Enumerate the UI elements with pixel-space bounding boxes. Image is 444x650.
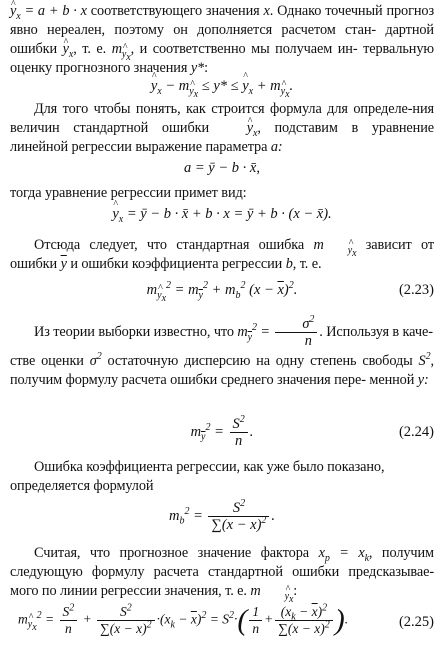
- eq-text: = ȳ − b · x̄ + b · x = ȳ + b · (x − x̄).: [126, 206, 332, 222]
- text: , и соответственно мы получаем ин-: [130, 41, 358, 57]
- equation-number: (2.25): [398, 614, 434, 630]
- inline-eq: = a + b · x: [20, 3, 91, 19]
- equation-a: a = ȳ − b · x̄,: [184, 160, 260, 176]
- text: , получим формулу расчета ошибки среднего значения пере-: [10, 353, 434, 388]
- m-ybar-formula: $m_{\overline{y}}^2$ = $\frac{\sigma^2}{n}$: [237, 324, 319, 340]
- paragraph-1: ^ $y_x = a + b \cdot x$ соответствующего значения x. Однако точечный прогноз явно нереален, поэтому он дополняется расчетом стан- дартной ошибки ^ $y_x$, т. е. $m_{y_x}$, и соответственно мы получаем ин- тервальную оценку прогнозного значения y*:: [10, 2, 434, 78]
- text: тервальную оценку прогнозного значения: [10, 41, 434, 76]
- paragraph-7: Ошибка коэффициента регрессии, как уже было показано, определяется формулой: [10, 459, 385, 494]
- text: , т. е.: [73, 41, 112, 57]
- paragraph-6: [10, 352, 434, 390]
- equation-2-23: [10, 280, 434, 304]
- sigma-sq: $\sigma^2$: [89, 351, 102, 369]
- y-bar: $\overline{y}$: [60, 256, 67, 272]
- text: . Используя в каче-: [319, 323, 433, 340]
- text: Считая, что прогнозное значение фактора: [34, 545, 310, 561]
- equation-mb: $m_b^2$ = $\frac{S^2}{\sum(x - \overline{x})^2}$ .: [168, 498, 276, 533]
- text: следующую формулу расчета стандартной ошибки предсказывае-: [10, 564, 434, 580]
- y-hat-x: ^ $y_x$: [10, 3, 21, 19]
- var-x: x: [263, 3, 270, 19]
- s-sq: $S^2$: [418, 351, 431, 369]
- y-hat-x: ^ $y_x$: [63, 41, 74, 57]
- paragraph-2: [10, 100, 434, 157]
- text: прогноз явно нереален, поэтому он дополняется расчетом стан-: [10, 3, 434, 38]
- xp-eq-xk: $x_p = x_k$: [318, 545, 369, 564]
- text: . Однако точечный: [269, 3, 383, 19]
- text: мого по линии регрессии значения, т. е.: [10, 583, 247, 599]
- eq-body: $m_{y_x}^2$ = $\frac{S^2}{n}$ + $\frac{S^2}{\sum(x - \overline{x})^2}$ $\cdot(x_k - \overline{x})^2 = S^2\cdot$( $\frac{1}{n}$ + $\frac{(x_k - \overline{x})^2}{\sum(x - \overline{x})^2}$ ).: [18, 602, 349, 637]
- text: соответствующего значения: [90, 3, 264, 19]
- text: Отсюда следует, что стандартная ошибка: [34, 237, 305, 253]
- equation-2-24: [10, 416, 434, 449]
- var-y: y:: [417, 372, 429, 388]
- paragraph-8: Считая, что прогнозное значение фактора $x_p = x_k$, получим следующую формулу расчета стандартной ошибки предсказывае- мого по линии регрессии значения, т. е. m $_{y_x}$:: [10, 545, 435, 605]
- text: дартной ошибки: [10, 22, 434, 57]
- paragraph-4: [10, 236, 434, 274]
- text: остаточную дисперсию на одну степень свободы: [107, 353, 413, 369]
- text: , подставим в уравнение линейной регрессии выражение параметра: [10, 120, 434, 155]
- equation-2-25: [10, 604, 434, 637]
- text: , получим: [368, 545, 435, 561]
- m-yhat: m $_{y_x}$: [250, 583, 294, 605]
- m-yhat: $m_{y_x}$: [111, 41, 131, 63]
- text: менной: [369, 372, 415, 388]
- text: зависит от ошибки: [10, 237, 434, 272]
- var-b: b: [285, 256, 293, 272]
- eq-body: $m_{y_x}^2 = m_{\overline{y}}^2 + m_b^2$ $(x - \overline{x})^2$.: [146, 280, 298, 304]
- text: , т. е.: [292, 256, 322, 272]
- equation-interval: ^ $y_x - m_{y_x} \le y*$ ≤ ^ $y_x + m_{y_x}$.: [10, 78, 434, 95]
- equation-number: (2.24): [398, 424, 434, 440]
- text: и ошибки коэффициента регрессии: [70, 256, 283, 272]
- m-yhat: m $_{y_x}$: [313, 237, 357, 259]
- equation-regression: ^ $y_x$ = ȳ − b · x̄ + b · x = ȳ + b · (x − x̄).: [10, 206, 434, 223]
- y-hat-x: ^ $y_x$: [223, 120, 258, 136]
- text: Из теории выборки известно, что: [34, 323, 234, 340]
- var-a: a:: [270, 139, 283, 155]
- paragraph-5: [10, 316, 434, 349]
- equation-number: (2.23): [398, 282, 434, 298]
- text: Для того чтобы понять, как строится формула для определе-ния величин стандартной ошибки: [10, 101, 434, 136]
- text: стве оценки: [10, 353, 84, 369]
- paragraph-3: тогда уравнение регрессии примет вид:: [10, 185, 247, 201]
- eq-body: $m_{\overline{y}}^2$ = $\frac{S^2}{n}$ .: [190, 414, 254, 449]
- y-star: y*: [190, 60, 205, 76]
